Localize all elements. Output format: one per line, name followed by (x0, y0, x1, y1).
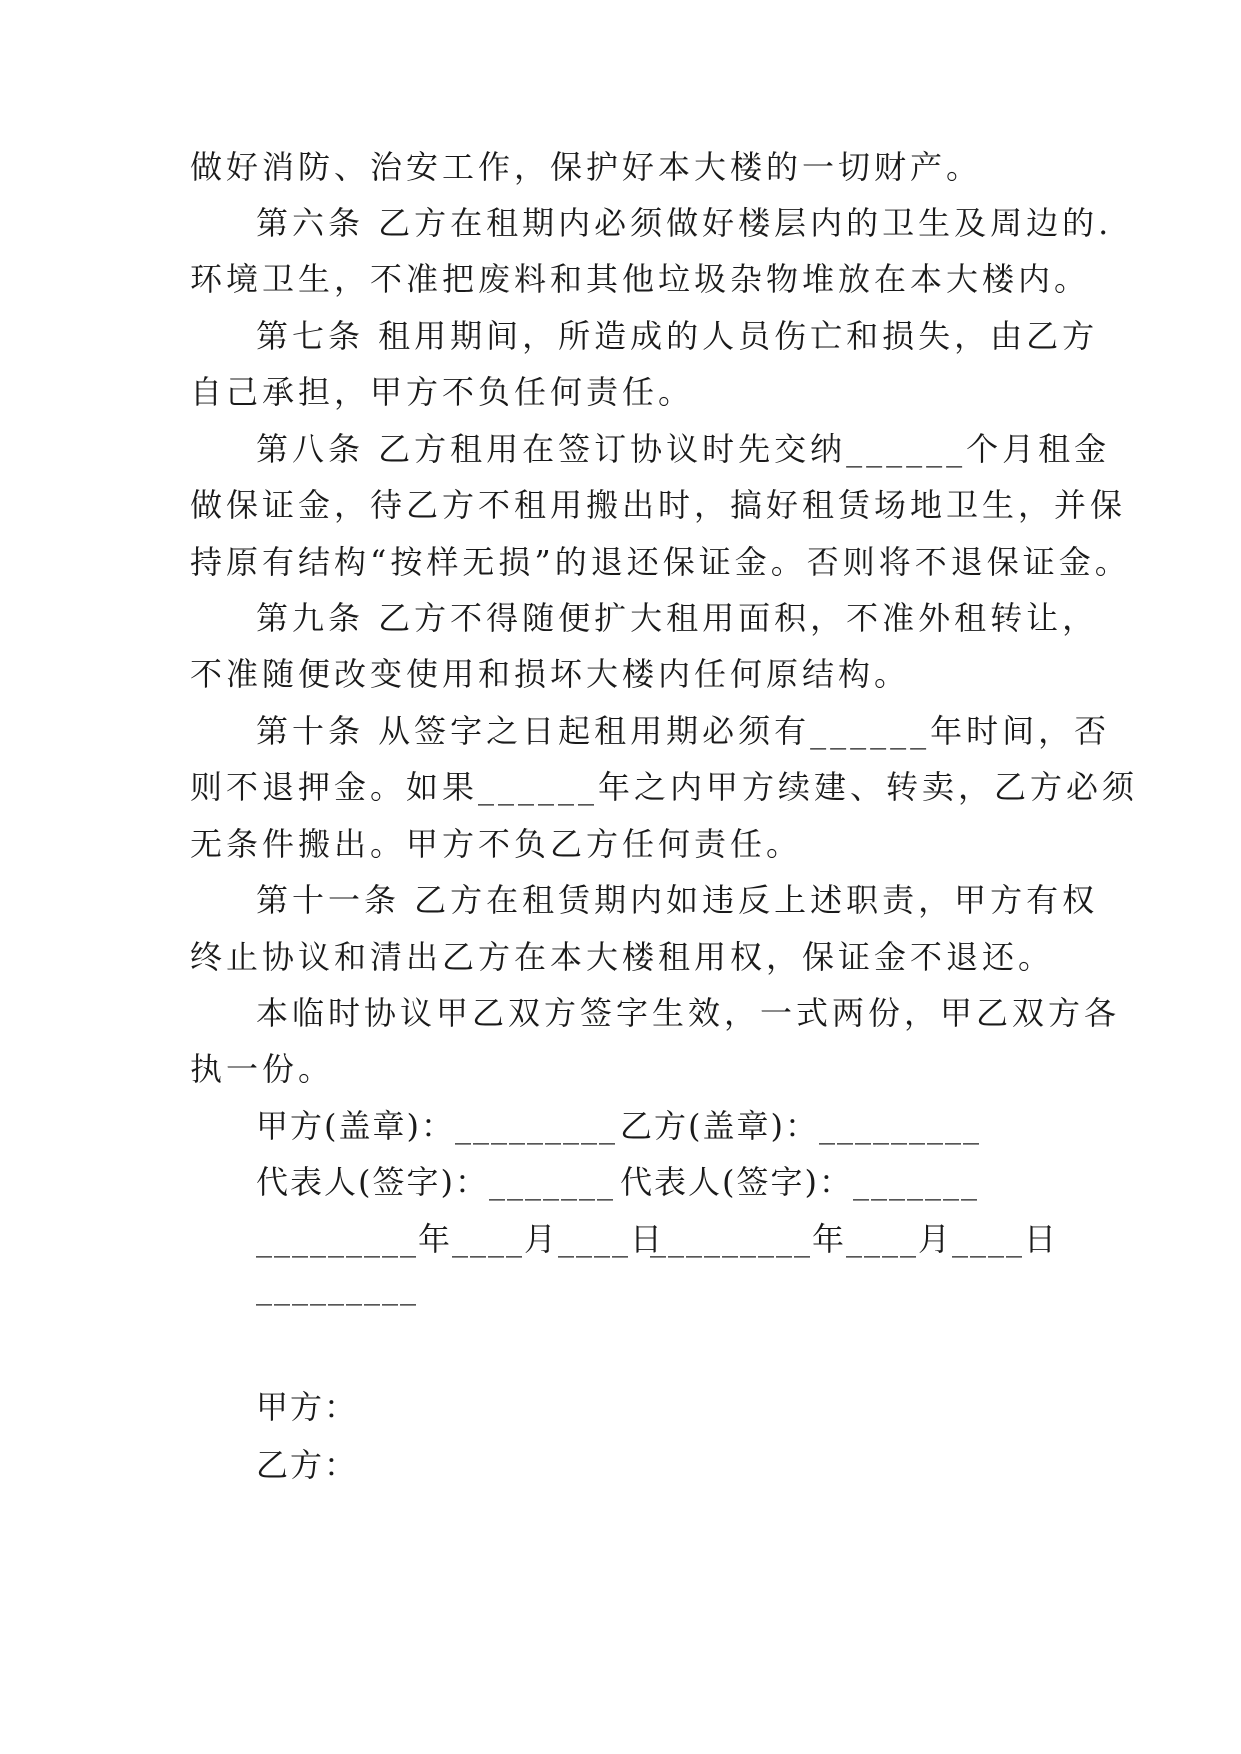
text-line: 执一份。 (190, 1050, 335, 1088)
text-line: 无条件搬出。甲方不负乙方任何责任。 (190, 825, 803, 863)
text-line: 做好消防、治安工作，保护好本大楼的一切财产。 (190, 148, 983, 186)
text-line: 本临时协议甲乙双方签字生效，一式两份，甲乙双方各 (256, 994, 1121, 1032)
representative-a: 代表人(签字)：_______ (256, 1163, 615, 1201)
text-line: 第九条 乙方不得随便扩大租用面积，不准外租转让， (256, 599, 1099, 637)
text-line: 第八条 乙方租用在签订协议时先交纳______个月租金 (256, 430, 1111, 468)
text-line: 第十条 从签字之日起租用期必须有______年时间，否 (256, 712, 1111, 750)
text-line: 持原有结构“按样无损”的退还保证金。否则将不退保证金。 (190, 543, 1131, 581)
date-b: _________年____月____日 (650, 1220, 1059, 1258)
blank-line: _________ (256, 1268, 418, 1306)
text-line: 终止协议和清出乙方在本大楼租用权，保证金不退还。 (190, 938, 1055, 976)
text-line: 自己承担，甲方不负任何责任。 (190, 373, 695, 411)
text-line: 环境卫生，不准把废料和其他垃圾杂物堆放在本大楼内。 (190, 260, 1091, 298)
text-line: 做保证金，待乙方不租用搬出时，搞好租赁场地卫生，并保 (190, 486, 1127, 524)
party-a-seal: 甲方(盖章)：_________ (256, 1107, 617, 1145)
text-line: 第六条 乙方在租期内必须做好楼层内的卫生及周边的. (256, 204, 1113, 242)
party-a-label: 甲方： (256, 1388, 359, 1426)
text-line: 第七条 租用期间，所造成的人员伤亡和损失，由乙方 (256, 317, 1099, 355)
text-line: 不准随便改变使用和损坏大楼内任何原结构。 (190, 655, 911, 693)
party-b-seal: 乙方(盖章)：_________ (620, 1107, 981, 1145)
text-line: 第十一条 乙方在租赁期内如违反上述职责，甲方有权 (256, 881, 1099, 919)
representative-b: 代表人(签字)：_______ (620, 1163, 979, 1201)
text-line: 则不退押金。如果______年之内甲方续建、转卖，乙方必须 (190, 768, 1139, 806)
date-a: _________年____月____日 (256, 1220, 665, 1258)
party-b-label: 乙方： (256, 1446, 359, 1484)
